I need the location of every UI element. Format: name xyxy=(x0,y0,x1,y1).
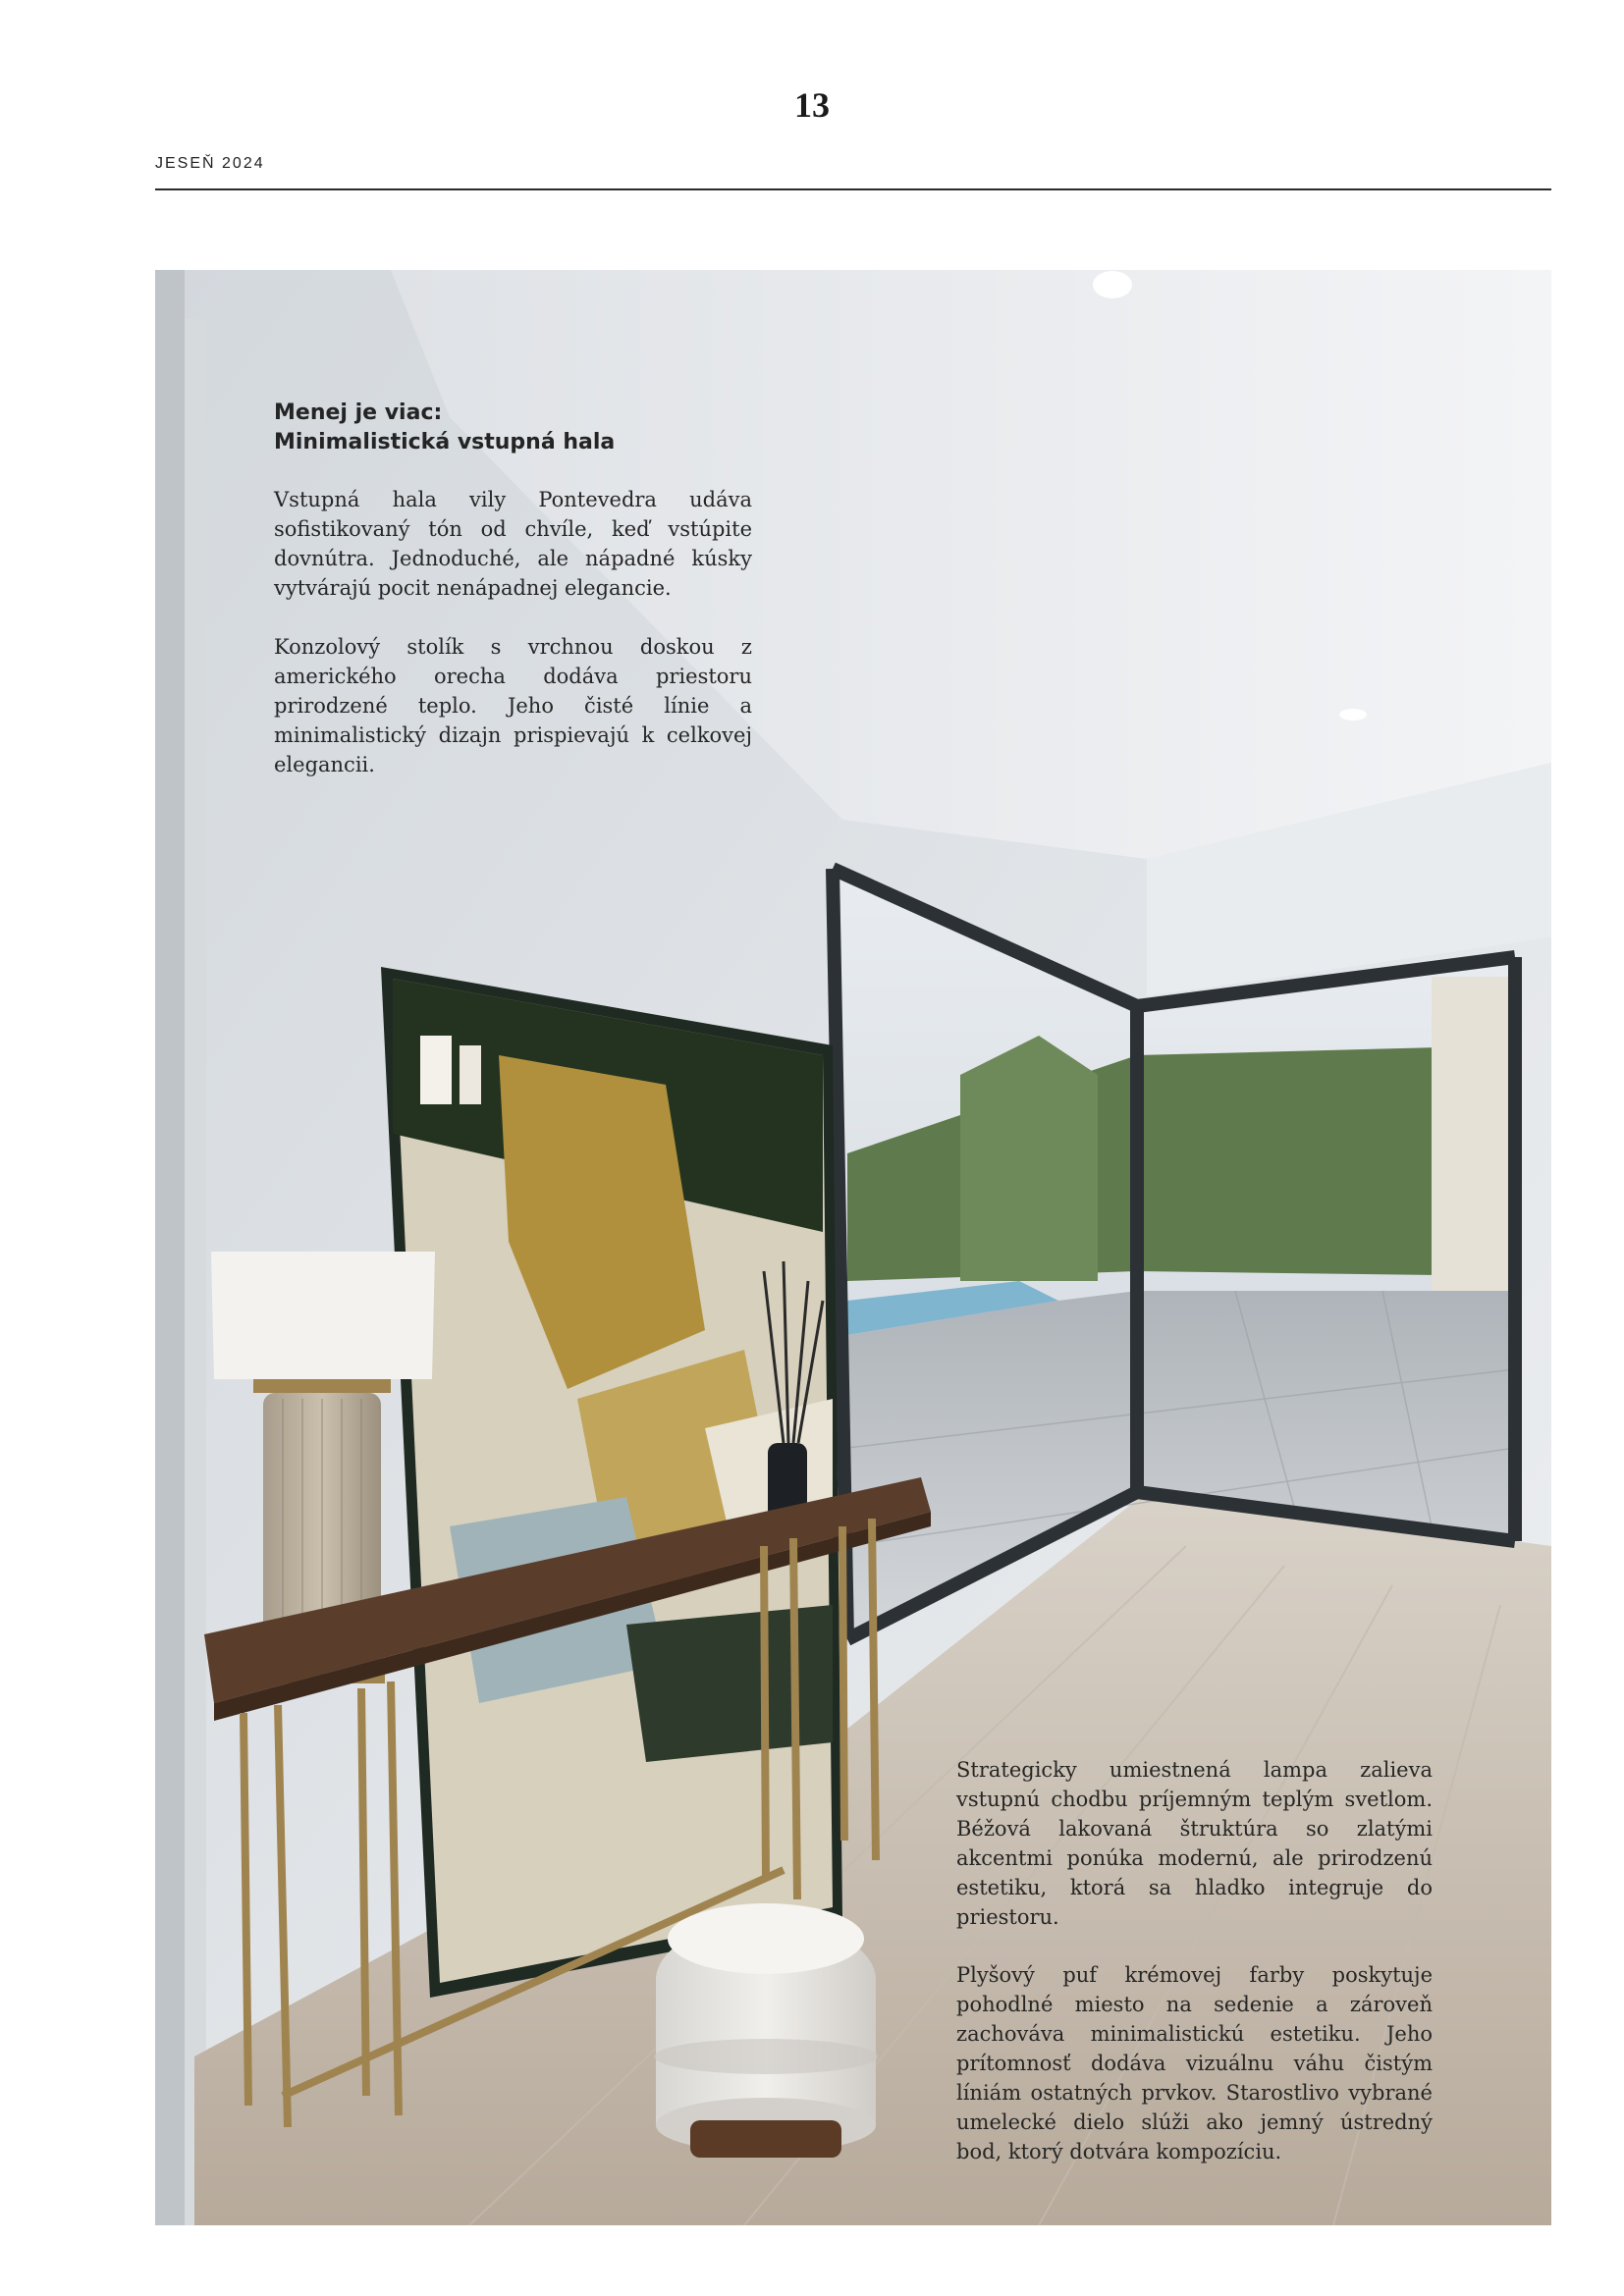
article-title xyxy=(274,399,765,457)
page-number: 13 xyxy=(794,85,830,125)
paragraph-3: Strategicky umiestnená lampa zalieva vstupnú chodbu príjemným teplým svetlom. Béžová lakovaná štruktúra so zlatými akcentmi ponúka modernú, ale prirodzenú estetiku, ktorá sa hladko integruje do priestoru. xyxy=(956,1758,1433,1929)
title-line-1: Menej je viac: xyxy=(274,400,443,425)
paragraph-2: Konzolový stolík s vrchnou doskou z amerického orecha dodáva priestoru prirodzené teplo. Jeho čisté línie a minimalistický dizajn prispievajú k celkovej elegancii. xyxy=(274,635,752,776)
paragraph-1: Vstupná hala vily Pontevedra udáva sofistikovaný tón od chvíle, keď vstúpite dovnútra. Jednoduché, ale nápadné kúsky vytvárajú pocit nenápadnej elegancie. xyxy=(274,488,752,600)
issue-label: JESEŇ 2024 xyxy=(155,155,265,172)
header-rule xyxy=(155,188,1551,190)
title-line-2: Minimalistická vstupná hala xyxy=(274,430,616,454)
paragraph-4: Plyšový puf krémovej farby poskytuje pohodlné miesto na sedenie a zároveň zachováva minimalistickú estetiku. Jeho prítomnosť dodáva vizuálnu váhu čistým líniám ostatných prvkov. Starostlivo vybrané umelecké dielo slúži ako jemný ústredný bod, ktorý dotvára kompozíciu. xyxy=(956,1963,1433,2163)
